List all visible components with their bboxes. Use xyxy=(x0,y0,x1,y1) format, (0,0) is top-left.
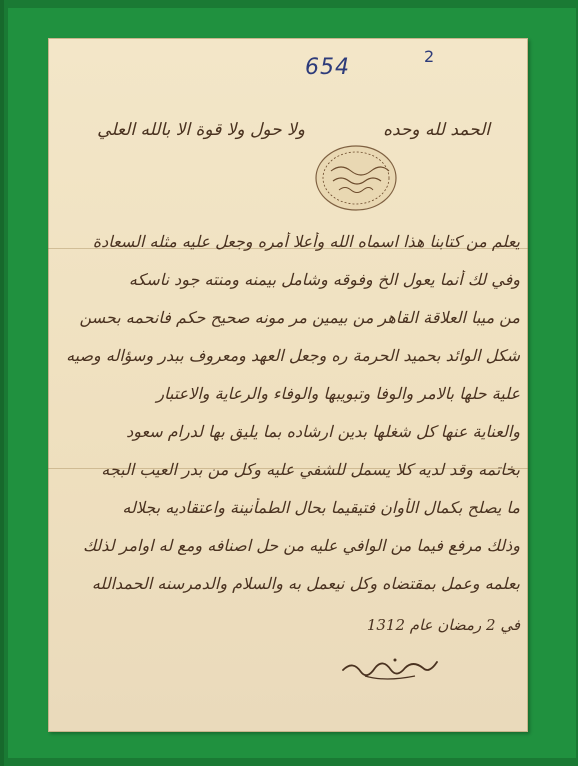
date-line: في 2 رمضان عام 1312 xyxy=(366,616,520,634)
letter-line: يعلم من كتابنا هذا اسماه الله وأعلا أمره وجعل عليه مثله السعادة xyxy=(92,232,520,251)
letter-line: وفي لك أنما يعول الخ وفوقه وشامل بيمنه ومنته جود ناسكه xyxy=(128,270,520,289)
handwritten-signature xyxy=(335,652,445,684)
royal-seal-stamp xyxy=(311,143,401,213)
letter-line: والعناية عنها كل شغلها بدين ارشاده بما يليق بها لدرام سعود xyxy=(126,422,520,441)
letter-line: علية حلها بالامر والوفا وتبويبها والوفاء والرعاية والاعتبار xyxy=(156,384,520,403)
archive-reference-number: 654 xyxy=(305,55,350,80)
letter-line: بخاتمه وقد لديه كلا يسمل للشفي عليه وكل من بدر العيب البجه xyxy=(101,460,520,479)
salutation-right: الحمد لله وحده xyxy=(383,120,490,140)
salutation-left: ولا حول ولا قوة الا بالله العلي xyxy=(97,120,305,140)
letter-line: وذلك مرفع فيما من الوافي عليه من حل اصنافه ومع له اوامر لذلك xyxy=(82,536,520,555)
letter-line: شكل الوائد بحميد الحرمة ره وجعل العهد ومعروف ببدر وسؤاله وصيه xyxy=(66,346,520,365)
letter-line: ما يصلح بكمال الأوان فتيقيما بحال الطمأنينة واعتقاديه بجلاله xyxy=(122,498,520,517)
letter-line: من ميبا العلاقة القاهر من بيمين مر مونه صحيح حكم فانحمه بحسن xyxy=(79,308,520,327)
archive-reference-mark: 2 xyxy=(424,47,435,66)
letter-line: بعلمه وعمل بمقتضاه وكل نيعمل به والسلام والدمرسنه الحمدالله xyxy=(91,574,520,593)
